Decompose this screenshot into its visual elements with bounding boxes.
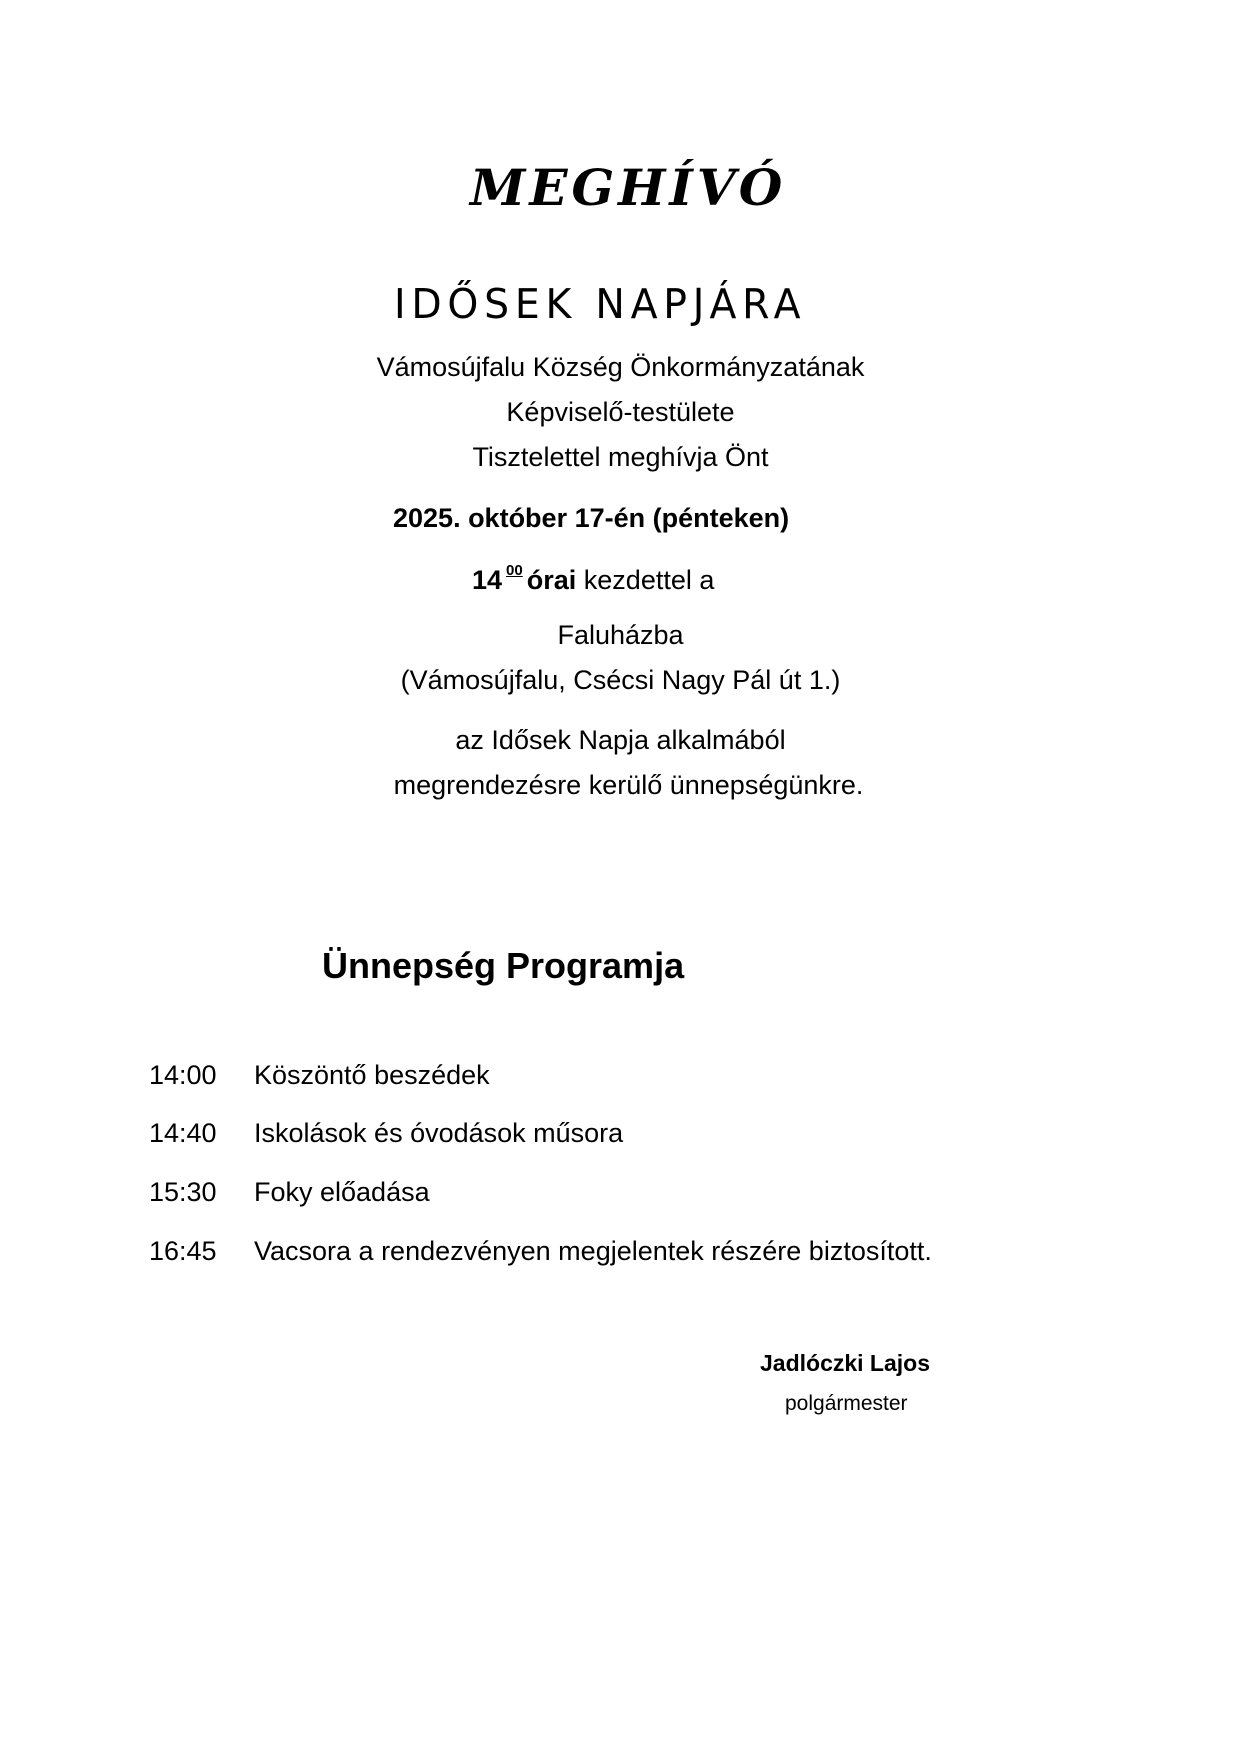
event-time-hour: 14 (472, 565, 503, 595)
program-item-label: Köszöntő beszédek (254, 1060, 490, 1090)
intro-line-1: Vámosújfalu Község Önkormányzatának (376, 352, 865, 382)
program-item (149, 1177, 430, 1208)
program-title: Ünnepség Programja (322, 945, 685, 986)
event-venue: Faluházba (557, 620, 684, 650)
occasion-line-1: az Idősek Napja alkalmából (455, 725, 786, 755)
occasion-line-2: megrendezésre kerülő ünnepségünkre. (393, 770, 864, 800)
program-item-label: Iskolások és óvodások műsora (254, 1118, 624, 1148)
event-time-minutes: 00 (506, 562, 523, 579)
event-time-rest: kezdettel a (583, 565, 715, 595)
page-subtitle: IDŐSEK NAPJÁRA (394, 280, 807, 328)
intro-line-2: Képviselő-testülete (506, 397, 735, 427)
program-item-time: 15:30 (149, 1177, 217, 1207)
program-item-time: 14:40 (149, 1118, 217, 1148)
signer-role: polgármester (785, 1392, 908, 1415)
program-item-time: 14:00 (149, 1060, 217, 1090)
event-time (472, 562, 714, 596)
event-date: 2025. október 17-én (pénteken) (393, 503, 790, 533)
program-item-time: 16:45 (149, 1236, 217, 1266)
signer-name: Jadlóczki Lajos (760, 1350, 931, 1376)
program-item-label: Foky előadása (254, 1177, 430, 1207)
event-time-unit: órai (526, 565, 577, 595)
program-item (149, 1060, 490, 1091)
program-item (149, 1236, 932, 1267)
page-title: MEGHÍVÓ (470, 158, 787, 217)
program-item (149, 1118, 623, 1149)
event-address: (Vámosújfalu, Csécsi Nagy Pál út 1.) (400, 665, 841, 695)
intro-line-3: Tisztelettel meghívja Önt (472, 442, 769, 472)
program-item-label: Vacsora a rendezvényen megjelentek részére biztosított. (254, 1236, 932, 1266)
